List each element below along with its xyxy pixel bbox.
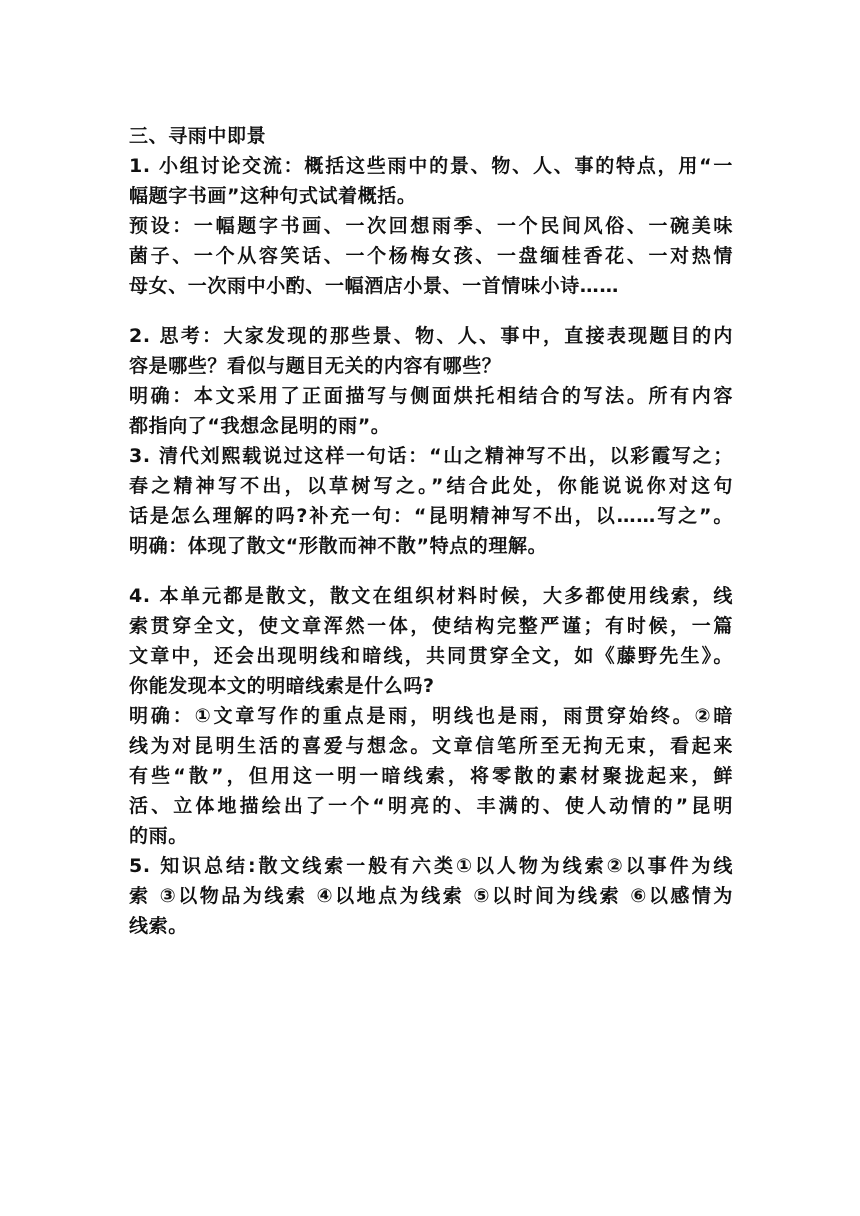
preset-answer: [129, 211, 733, 301]
answer-4-line-1: 明确：①文章写作的重点是雨，明线也是雨，雨贯穿始终。②暗: [129, 705, 733, 727]
question-1-line-2: 幅题字书画”这种句式试着概括。: [129, 185, 417, 207]
section-title: 三、寻雨中即景: [129, 125, 267, 147]
question-3-line-3: 话是怎么理解的吗?补充一句：“昆明精神写不出，以……写之”。: [129, 505, 733, 527]
answer-4-line-3: 有些“散”，但用这一明一暗线索，将零散的素材聚拢起来，鲜: [129, 765, 733, 787]
paragraph-gap: [129, 301, 733, 321]
answer-2: [129, 381, 733, 441]
question-2-line-1: 2. 思考：大家发现的那些景、物、人、事中，直接表现题目的内: [129, 325, 733, 347]
question-2: [129, 321, 733, 381]
question-4-line-3: 文章中，还会出现明线和暗线，共同贯穿全文，如《藤野先生》。: [129, 645, 733, 667]
preset-line-3: 母女、一次雨中小酌、一幅酒店小景、一首情味小诗……: [129, 275, 620, 297]
question-4: [129, 581, 733, 701]
preset-line-2: 菌子、一个从容笑话、一个杨梅女孩、一盘缅桂香花、一对热情: [129, 245, 733, 267]
question-4-line-1: 4. 本单元都是散文，散文在组织材料时候，大多都使用线索，线: [129, 585, 733, 607]
question-5-line-3: 线索。: [129, 915, 188, 937]
question-2-line-2: 容是哪些？看似与题目无关的内容有哪些？: [129, 355, 502, 377]
document-body: [129, 121, 733, 941]
question-1: [129, 151, 733, 211]
question-4-line-4: 你能发现本文的明暗线索是什么吗?: [129, 675, 435, 697]
question-3-line-2: 春之精神写不出，以草树写之。”结合此处，你能说说你对这句: [129, 475, 733, 497]
answer-4-line-2: 线为对昆明生活的喜爱与想念。文章信笔所至无拘无束，看起来: [129, 735, 733, 757]
question-3: [129, 441, 733, 531]
answer-4: [129, 701, 733, 851]
answer-3: 明确：体现了散文“形散而神不散”特点的理解。: [129, 535, 548, 557]
question-5-line-2: 索 ③以物品为线索 ④以地点为线索 ⑤以时间为线索 ⑥以感情为: [129, 885, 733, 907]
answer-2-line-2: 都指向了“我想念昆明的雨”。: [129, 415, 391, 437]
preset-line-1: 预设：一幅题字书画、一次回想雨季、一个民间风俗、一碗美味: [129, 215, 733, 237]
question-5-line-1: 5. 知识总结:散文线索一般有六类①以人物为线索②以事件为线: [129, 855, 733, 877]
question-3-line-1: 3. 清代刘熙载说过这样一句话：“山之精神写不出，以彩霞写之；: [129, 445, 733, 467]
question-1-line-1: 1. 小组讨论交流：概括这些雨中的景、物、人、事的特点，用“一: [129, 155, 733, 177]
answer-4-line-5: 的雨。: [129, 825, 188, 847]
question-4-line-2: 索贯穿全文，使文章浑然一体，使结构完整严谨；有时候，一篇: [129, 615, 733, 637]
answer-4-line-4: 活、立体地描绘出了一个“明亮的、丰满的、使人动情的”昆明: [129, 795, 733, 817]
answer-2-line-1: 明确：本文采用了正面描写与侧面烘托相结合的写法。所有内容: [129, 385, 733, 407]
question-5: [129, 851, 733, 941]
paragraph-gap: [129, 561, 733, 581]
